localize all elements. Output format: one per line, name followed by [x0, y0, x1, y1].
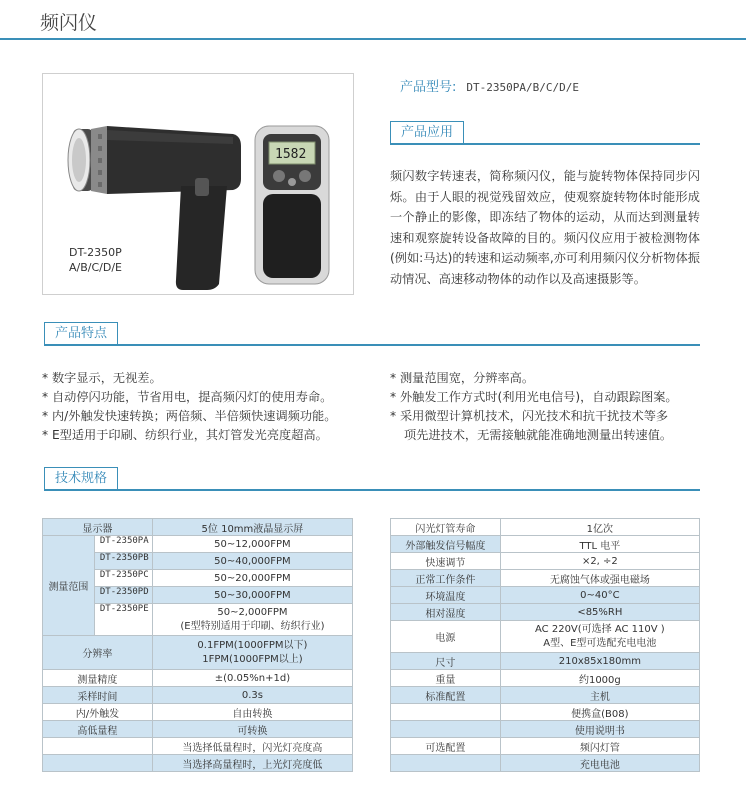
spec-value: 当选择高量程时，上光灯亮度低 [152, 755, 352, 772]
table-row [391, 587, 700, 604]
spec-label: 采样时间 [43, 687, 153, 704]
spec-value-line: AC 220V(可选择 AC 110V ) [535, 623, 665, 635]
spec-label: 测量范围 [43, 536, 95, 636]
features-list-right [390, 369, 678, 445]
spec-value: 便携盒(B08) [500, 704, 699, 721]
spec-label: 环境温度 [391, 587, 501, 604]
button-icon [299, 170, 311, 182]
model-value: DT-2350PA/B/C/D/E [466, 81, 579, 94]
features-heading [44, 322, 700, 344]
spec-label: 相对湿度 [391, 604, 501, 621]
feature-item: * 自动停闪功能，节省用电，提高频闪灯的使用寿命。 [42, 390, 333, 404]
spec-value: 1亿次 [500, 519, 699, 536]
spec-value: 0~40°C [500, 587, 699, 604]
spec-value: ±(0.05%n+1d) [152, 670, 352, 687]
table-row [391, 604, 700, 621]
spec-value-line: A型、E型可选配充电电池 [543, 637, 657, 649]
feature-item: * E型适用于印刷、纺织行业，其灯管发光亮度超高。 [42, 428, 328, 442]
button-icon [273, 170, 285, 182]
product-caption-line1: DT-2350P [69, 246, 122, 259]
spec-value: 自由转换 [152, 704, 352, 721]
spec-value: 当选择低量程时，闪光灯亮度高 [152, 738, 352, 755]
feature-item: 项先进技术，无需接触就能准确地测量出转速值。 [404, 428, 673, 442]
spec-value: 210x85x180mm [500, 653, 699, 670]
spec-value: 50~40,000FPM [152, 553, 352, 570]
spec-value: TTL 电平 [500, 536, 699, 553]
spec-value: 约1000g [500, 670, 699, 687]
spec-value: 0.3s [152, 687, 352, 704]
spec-model: DT-2350PB [94, 553, 152, 570]
spec-value: 主机 [500, 687, 699, 704]
application-text: 频闪数字转速表，简称频闪仪，能与旋转物体保持同步闪烁。由于人眼的视觉残留效应，使观察旋转物体时能形成一个静止的影像，即冻结了物体的运动，从而达到测量转速和观察旋转设备故障的目的。频闪仪应用于被检测物体(例如:马达)的转速和运动频率,亦可利用频闪仪分析物体振动情况、高速移动物体的动作以及高速摄影等。 [390, 169, 700, 286]
spec-model: DT-2350PC [94, 570, 152, 587]
table-row [391, 687, 700, 704]
feature-item: * 测量范围宽，分辨率高。 [390, 371, 535, 385]
table-row [43, 755, 353, 772]
spec-label: 可选配置 [391, 738, 501, 755]
trigger [195, 178, 209, 196]
table-row [43, 536, 353, 553]
product-caption-line2: A/B/C/D/E [69, 261, 122, 274]
model-line [400, 76, 579, 95]
table-row [391, 570, 700, 587]
spec-value: <85%RH [500, 604, 699, 621]
spec-label: 电源 [391, 621, 501, 653]
table-row [391, 621, 700, 653]
table-row [391, 670, 700, 687]
feature-item: * 外触发工作方式时(利用光电信号)，自动跟踪图案。 [390, 390, 678, 404]
spec-value: 可转换 [152, 721, 352, 738]
spec-value: 5位 10mm液晶显示屏 [152, 519, 352, 536]
spec-label: 快速调节 [391, 553, 501, 570]
handle [176, 186, 227, 290]
spec-label: 内/外触发 [43, 704, 153, 721]
application-heading-label: 产品应用 [390, 121, 464, 143]
spec-value: 无腐蚀气体或强电磁场 [500, 570, 699, 587]
features-list-left [42, 369, 336, 445]
table-row [391, 704, 700, 721]
stroboscope-illustration [43, 74, 353, 294]
spec-value: 频闪灯管 [500, 738, 699, 755]
table-row [391, 721, 700, 738]
spec-model: DT-2350PE [94, 604, 152, 636]
spec-value [152, 636, 352, 670]
title-divider [0, 38, 746, 40]
spec-value: 50~30,000FPM [152, 587, 352, 604]
spec-model: DT-2350PD [94, 587, 152, 604]
table-row [43, 738, 353, 755]
feature-item: * 采用微型计算机技术，闪光技术和抗干扰技术等多 [390, 409, 669, 423]
spec-value-line: 0.1FPM(1000FPM以下) [197, 639, 308, 651]
table-row [43, 670, 353, 687]
spec-label: 外部触发信号幅度 [391, 536, 501, 553]
spec-label: 标准配置 [391, 687, 501, 704]
model-label: 产品型号: [400, 80, 457, 95]
feature-item: * 数字显示，无视差。 [42, 371, 162, 385]
spec-value-line: 50~2,000FPM [217, 606, 288, 618]
table-row [43, 721, 353, 738]
spec-value [500, 621, 699, 653]
spec-value-line: 1FPM(1000FPM以上) [202, 653, 303, 665]
spec-label: 测量精度 [43, 670, 153, 687]
spec-table-left [42, 518, 353, 772]
feature-item: * 内/外触发快速转换；两倍频、半倍频快速调频功能。 [42, 409, 337, 423]
spec-label: 显示器 [43, 519, 153, 536]
table-row [391, 536, 700, 553]
spec-label: 正常工作条件 [391, 570, 501, 587]
spec-value: 使用说明书 [500, 721, 699, 738]
spec-label: 闪光灯管寿命 [391, 519, 501, 536]
spec-value: 50~12,000FPM [152, 536, 352, 553]
spec-label: 分辨率 [43, 636, 153, 670]
table-row [391, 519, 700, 536]
table-row [391, 755, 700, 772]
table-row [43, 519, 353, 536]
table-row [43, 704, 353, 721]
spec-value: 50~20,000FPM [152, 570, 352, 587]
lcd-reading: 1582 [275, 147, 307, 162]
table-row [391, 553, 700, 570]
product-image [42, 73, 354, 295]
spec-label: 高低量程 [43, 721, 153, 738]
specs-heading-label: 技术规格 [44, 467, 118, 489]
spec-value-note: (E型特别适用于印刷、纺织行业) [180, 620, 325, 632]
features-heading-label: 产品特点 [44, 322, 118, 344]
page-title: 频闪仪 [40, 12, 98, 34]
spec-model: DT-2350PA [94, 536, 152, 553]
spec-value [152, 604, 352, 636]
table-row [43, 636, 353, 670]
table-row [43, 687, 353, 704]
spec-table-right [390, 518, 700, 772]
spec-label: 重量 [391, 670, 501, 687]
table-row [391, 653, 700, 670]
spec-value: 充电电池 [500, 755, 699, 772]
specs-heading [44, 467, 700, 489]
table-row [391, 738, 700, 755]
spec-label: 尺寸 [391, 653, 501, 670]
meter-grip [263, 194, 321, 278]
application-heading [390, 121, 700, 143]
spec-value: ×2, ÷2 [500, 553, 699, 570]
